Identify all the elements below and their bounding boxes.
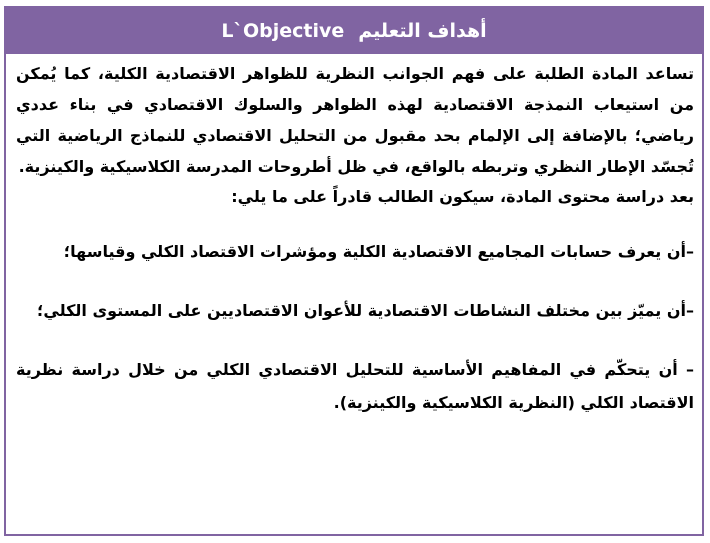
objectives-box	[4, 6, 704, 536]
lead-sentence: بعد دراسة محتوى المادة، سيكون الطالب قادراً على ما يلي:	[231, 187, 694, 206]
header-title-arabic: أهداف التعليم	[358, 20, 487, 42]
header-title-english: L`Objective	[221, 20, 345, 42]
box-content	[16, 58, 694, 419]
objective-item: –أن يعرف حسابات المجاميع الاقتصادية الكلية ومؤشرات الاقتصاد الكلي وقياسها؛	[63, 242, 694, 261]
objective-item: – أن يتحكّم في المفاهيم الأساسية للتحليل الاقتصادي الكلي من خلال دراسة نظرية الاقتصاد الكلي (النظرية الكلاسيكية والكينزية).	[16, 360, 694, 412]
objective-item: –أن يميّز بين مختلف النشاطات الاقتصادية للأعوان الاقتصاديين على المستوى الكلي؛	[37, 301, 694, 320]
intro-paragraph: تساعد المادة الطلبة على فهم الجوانب النظرية للظواهر الاقتصادية الكلية، كما يُمكن من استيعاب النمذجة الاقتصادية لهذه الظواهر والسلوك الاقتصادي في بناء عددي رياضي؛ بالإضافة إلى الإلمام بحد مقبول من التحليل الاقتصادي للنماذج الرياضية التي تُجسّد الإطار النظري وتربطه بالواقع، في ظل أطروحات المدرسة الكلاسيكية والكينزية.	[16, 64, 694, 176]
box-header	[6, 8, 702, 54]
